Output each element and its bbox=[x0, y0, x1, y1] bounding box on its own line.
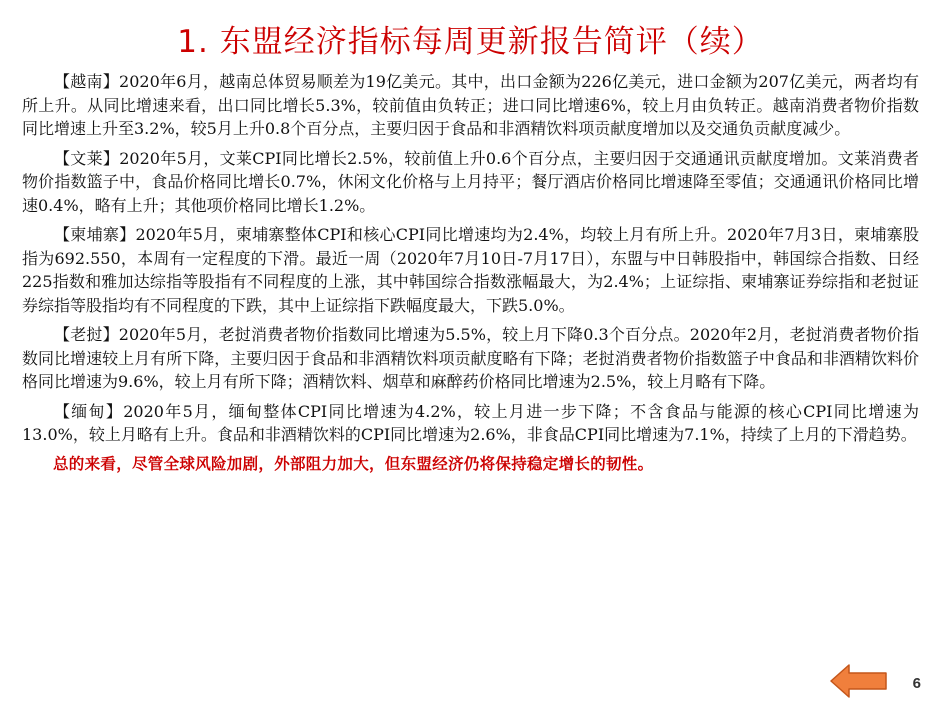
page-title: 1. 东盟经济指标每周更新报告简评（续） bbox=[177, 24, 764, 60]
paragraph-text: 2020年5月，老挝消费者物价指数同比增速为5.5%，较上月下降0.3个百分点。2020年2月，老挝消费者物价指数同比增速较上月有所下降，主要归因于食品和非酒精饮料项贡献度略有下降；老挝消费者物价指数篮子中食品和非酒精饮料价格同比增速为9.6%，较上月有所下降；酒精饮料、烟草和麻醉药价格同比增速为2.5%，较上月略有下降。 bbox=[22, 325, 919, 391]
paragraph-cambodia bbox=[22, 223, 919, 317]
page-number: 6 bbox=[912, 675, 921, 692]
paragraph-vietnam bbox=[22, 70, 919, 141]
paragraph-brunei bbox=[22, 147, 919, 218]
paragraph-text: 2020年6月，越南总体贸易顺差为19亿美元。其中，出口金额为226亿美元，进口金额为207亿美元，两者均有所上升。从同比增速来看，出口同比增长5.3%，较前值由负转正；进口同比增速6%，较上月由负转正。越南消费者物价指数同比增速上升至3.2%，较5月上升0.8个百分点，主要归因于食品和非酒精饮料项贡献度增加以及交通负贡献度减少。 bbox=[22, 72, 919, 138]
back-button[interactable] bbox=[830, 664, 888, 698]
paragraph-text: 2020年5月，柬埔寨整体CPI和核心CPI同比增速均为2.4%，均较上月有所上升。2020年7月3日，柬埔寨股指为692.550，本周有一定程度的下滑。最近一周（2020年7月10日-7月17日），东盟与中日韩股指中，韩国综合指数、日经225指数和雅加达综指等股指有不同程度的上涨，其中韩国综合指数涨幅最大，为2.4%；上证综指、柬埔寨证券综指和老挝证券综指等股指均有不同程度的下跌，其中上证综指下跌幅度最大，下跌5.0%。 bbox=[22, 225, 919, 315]
region-label: 【老挝】 bbox=[54, 325, 119, 344]
region-label: 【越南】 bbox=[54, 72, 120, 91]
paragraph-text: 2020年5月，文莱CPI同比增长2.5%，较前值上升0.6个百分点，主要归因于交通通讯贡献度增加。文莱消费者物价指数篮子中，食品价格同比增长0.7%，休闲文化价格与上月持平；餐厅酒店价格同比增速降至零值；交通通讯价格同比增速0.4%，略有上升；其他项价格同比增长1.2%。 bbox=[22, 148, 919, 215]
conclusion-text: 总的来看，尽管全球风险加剧，外部阻力加大，但东盟经济仍将保持稳定增长的韧性。 bbox=[53, 454, 654, 473]
region-label: 【缅甸】 bbox=[54, 401, 124, 421]
left-arrow-icon[interactable] bbox=[830, 664, 888, 698]
paragraph-myanmar bbox=[22, 400, 919, 447]
region-label: 【柬埔寨】 bbox=[54, 225, 136, 244]
paragraph-laos bbox=[22, 323, 919, 394]
paragraph-text: 2020年5月，缅甸整体CPI同比增速为4.2%，较上月进一步下降；不含食品与能源的核心CPI同比增速为13.0%，较上月略有上升。食品和非酒精饮料的CPI同比增速为2.6%，非食品CPI同比增速为7.1%，持续了上月的下滑趋势。 bbox=[22, 401, 919, 444]
report-body bbox=[22, 70, 919, 476]
region-label: 【文莱】 bbox=[54, 148, 120, 168]
